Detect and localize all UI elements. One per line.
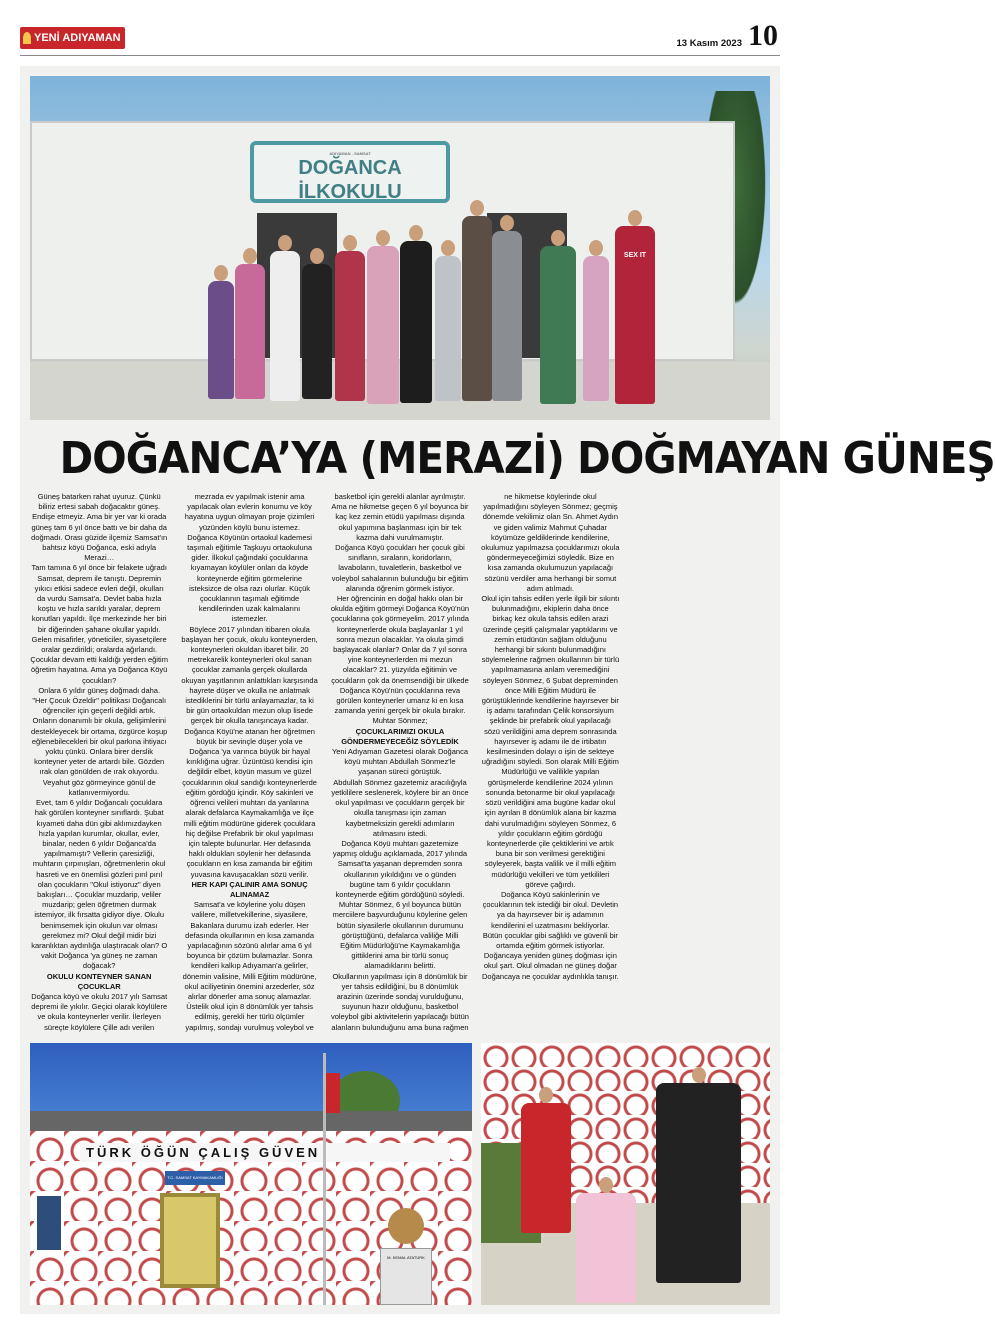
child (435, 256, 461, 401)
paragraph: Her öğrencinin en doğal hakkı olan bir okulda eğitim görmeyi Doğanca Köyü'nün çocuklarına çok görmeyelim. 2017 yılında konteynerlerde okula başlayanlar 1 yıl sonra mezun olacaklar. Ya okula şimdi başlayacak olanlar? Onlar da 7 yıl sonra yine konteynerlerden mi mezun olacaklar? 21. yüzyılda eğitimin ve çocukların çok da önemsendiği bir ülkede Doğanca Köyü'nün çocuklarına reva görülen konteynerler umarız ki en kısa zamanda yerini gerçek bir okula bırakır. (330, 594, 470, 716)
child (656, 1083, 741, 1283)
paragraph: Muhtar Sönmez, 6 yıl boyunca bütün merciilere başvurduğunu köylerine gelen bütün siyasilerle okullarının durumunu görüştüğünü, defalarca valiliğe Milli Eğitim Müdürlüğü'ne Kaymakamlığa gittiklerini ama bir türlü sonuç alamadıklarını belirtti. (332, 900, 468, 971)
child (367, 246, 399, 404)
child (576, 1193, 636, 1303)
paragraph: Okul için tahsis edilen yerle ilgili bir sıkıntı bulunmadığını, ekiplerin daha önce birkaç kez okula tahsis edilen arazi üzerinde çeşitli çalışmalar yaptıklarını ve zemin etüdünün sağlam olduğunu herhangi bir sıkıntı bulunmadığını söylemelerine rağmen okullarının bir türlü yapılmamasına anlam veremediğini söyleyen Sönmez, 6 Şubat depreminden önce Milli Eğitim Müdürü ile görüştüklerinde kendilerine hayırsever bir iş adamı tarafından Çelik konsorsiyum şeklinde bir prefabrik okul yapılacağı sözü verildiğini ama deprem sonrasında hayırsever iş adamı ile de irtibatın kesilmesinden dolayı o işin de sekteye uğradığını söyledi. Son olarak Milli Eğitim Müdürlüğü ve valilikle yapılan görüşmelerde kendilerine 2024 yılının sonunda betonarme bir okul yapılacağı sözü verildiğini ama bugüne kadar okul için ayrılan 8 dönümlük alana bir kazma dahi vurulmadığını söyleyen Sönmez, 6 yıldır çocukların eğitim gördüğü konteynerlerde çile çektiklerini ve artık buna bir son verilmesi gerektiğini söyleyerek, başta valilik ve il milli eğitim müdürlüğü vekilleri ve tüm yetkilileri göreve çağırdı. (481, 594, 620, 889)
header-rule (20, 55, 780, 56)
child (302, 264, 332, 399)
headline: DOĞANCA’YA (MERAZİ) DOĞMAYAN GÜNEŞ (59, 433, 995, 484)
child (270, 251, 300, 401)
child (400, 241, 432, 403)
ataturk-bust (388, 1208, 424, 1244)
child (583, 256, 609, 401)
paragraph: Abdullah Sönmez gazetemiz aracılığıyla yetkililere seslenerek, köylere bir an önce okul yapılması ve çocukların gerçek bir okulla tanışması için zaman kaybetmeksizin gerekli adımların atılmasını istedi. (331, 777, 469, 838)
sign-line-2: İLKOKULU (298, 181, 402, 203)
school-sign: ADIYAMAN - SAMSAT DOĞANCA İLKOKULU (250, 141, 450, 203)
child (335, 251, 365, 401)
old-school-building-photo (30, 1043, 472, 1305)
window (34, 1193, 64, 1253)
page-number: 10 (748, 19, 778, 52)
child (208, 281, 234, 399)
paragraph: Samsat'a ve köylerine yolu düşen valilere, milletvekillerine, siyasilere, Bakanlara durumu izah ederler. Her defasında okullarının en kısa zamanda yapılacağının sözünü alırlar ama 6 yıl boyunca bir çözüm bulamazlar. Sonra kendileri kalkıp Adıyaman'a gelirler, dönemin valisine, Milli Eğitim müdürüne, okul aciliyetinin önemini arzederler, söz alırlar dönerler ama sonuç alamazlar. (182, 900, 317, 1001)
door (160, 1193, 220, 1288)
paragraph: Böylece 2017 yılından itibaren okula başlayan her çocuk, okulu konteynerden, konteynerleri okuldan ibaret bilir. 20 metrekarelik konteynerleri okul sanan çocuklar zamanla gerçek okullarda okuyan yaşıtlarının anlattıkları karşısında hayrete düşer ve okulla ne anlatmak istediklerini bir türlü anlayamazlar, ta ki bir gün ortaokuldan mezun olup lisede gerçek bir okulla tanışıncaya kadar. (181, 624, 318, 726)
subheading: HER KAPI ÇALINIR AMA SONUÇ ALINAMAZ (191, 879, 308, 899)
paragraph: Doğanca Köyünün ortaokul kademesi taşımalı eğitimle Taşkuyu ortaokuluna gider. İlkokul çağındaki çocuklarına kıyamayan köylüler onları da köyde konteynerde eğitim görmelerine isteksizce de olsa razı olurlar. Küçük çocuklarının taşımalı eğitimde kendilerinden uzak kalmalarını istemezler. (187, 532, 313, 624)
child (235, 264, 265, 399)
school-plaque: T.C. SAMSAT KAYMAKAMLIĞI (165, 1171, 225, 1185)
paragraph: Evet, tam 6 yıldır Doğancalı çocuklara hak görülen konteyner sınıflardı. Şubat kıyameti daha dün gibi aklımızdayken hızla yapılan kurumlar, okullar, evler, binalar, neden 6 yıldır Doğanca'da yapılmamıştı? Vellerin çaresizliği, muhtarın çırpınışları, öğretmenlerin okul hasreti ve en önemlisi gözleri pırıl pırıl olan çocukların "Okul istiyoruz" diyen bakışları… Çocuklar muzdarip, veliler muzdarip; gelen öğretmen durmak istemiyor, ilk fırsatta gidiyor diye. Okulu benimsemek için okulun var olması gerekmez mi? Okul değil midir bizi karanlıktan aydınlığa ulaştıracak olan? O vakit Doğanca 'ya güneş ne zaman doğacak? (31, 798, 168, 971)
paragraph: Okullarının yapılması için 8 dönümlük bir yer tahsis edildiğini, bu 8 dönümlük arazinin üzerinde sondaj vurulduğunu, suyunun hazır olduğunu, basketbol voleybol gibi aktivitelerin yapılacağı bütün alanların bulunduğunu ama buna rağmen ne hikmetse köylerinde okul yapılmadığını söyleyen Sönmez; geçmiş dönemde vekilimiz olan Sn. Ahmet Aydın ve giden valimiz Mahmut Çuhadar köyümüze geldiklerinde kendilerine, okulumuz yapılmazsa çocuklarımızı okula göndermeyeceğimizi söyledik. Bize en kısa zamanda okulumuzun yapılacağı sözünü verdiler ama herhangi bir somut adım atılmadı. (330, 492, 620, 1032)
bust-plaque: M. KEMAL ATATÜRK (380, 1248, 432, 1305)
article-body (30, 492, 770, 1037)
sign-line-1: DOĞANCA (298, 157, 402, 179)
paragraph: Onlara 6 yıldır güneş doğmadı daha. "Her Çocuk Özeldir" politikası Doğancalı öğrenciler için geçerli değildi artık. Onların donanımlı bir okula, gelişimlerini destekleyecek bir ortama, özgürce koşup eğlenebilecekleri bir okul parkına ihtiyacı yoktu çünkü. Onlara birer derslik konteyner yeter de artardı bile. Gözden ırak olan gönülden de ırak oluyordu. Veyahut göz görmeyince gönül de katlanıvermiyordu. (31, 685, 168, 797)
paragraph: Doğanca Köyü sakinlerinin ve çocuklarının tek istediği bir okul. Devletin ya da hayırsever bir iş adamının kendilerini el uzatmasını bekliyorlar. Bütün çocuklar gibi sağlıklı ve güvenli bir ortamda eğitim görmek istiyorlar. Doğancaya yeniden güneş doğması için okul şart. Okul olmadan ne güneş doğar Doğancaya ne çocuklar aydınlıkla tanışır. (481, 889, 619, 981)
issue-date: 13 Kasım 2023 (676, 38, 742, 49)
school-children-photo (30, 76, 770, 420)
paragraph: Doğanca köyü ve okulu 2017 yılı Samsat depremi ile yıkılır. Geçici olarak köylülere ve okula konteynerler verilir. İlerleyen süreçte köylülere Çille adı verilen mezrada ev yapılmak istenir ama yapılacak olan evlerin konumu ve köy hayatına uygun olmayan proje çizimleri yüzünden köylü bunu istemez. (31, 492, 315, 1032)
child: SEX IT (615, 226, 655, 404)
paragraph: Tam tamına 6 yıl önce bir felakete uğradı Samsat, deprem ile tanıştı. Depremin yıkıcı etkisi sadece evleri değil, okulları da vurdu Samsat'a. Devlet baba hızla koştu ve hızla sarıldı yaralar, deprem konutları yapıldı. İlçe merkezinde her biri bir diğerinden şahane okullar yapıldı. Gelen misafirler, yöneticiler, siyasetçilere oralar gezdirildi; oralarda ağırlandı. Çocuklar devam etti kaldığı yerden eğitim öğretim hayatına. Ama ya Doğanca Köyü çocukları? (30, 563, 168, 685)
paragraph: Doğanca Köyü çocukları her çocuk gibi sınıfların, sıraların, koridorların, lavaboların, tuvaletlerin, basketbol ve voleybol sahalarının bulunduğu bir eğitim alanında öğrenim görmek istiyor. (331, 543, 469, 593)
paragraph: Üstelik okul için 8 dönümlük yer tahsis edilmiş, gerekli her türlü ölçümler yapılmış, sondajı vurulmuş voleybol ve basketbol için gerekli alanlar ayrılmıştır. Ama ne hikmetse geçen 6 yıl boyunca bir kaç kez zemin etüdü yapılması dışında okul yapımına başlanması için bir tek kazma dahi vurulmamıştır. (185, 492, 469, 1032)
flag (326, 1073, 340, 1113)
adult (462, 216, 492, 401)
subheading: OKULU KONTEYNER SANAN ÇOCUKLAR (46, 971, 152, 991)
child (540, 246, 576, 404)
paragraph: Muhtar Sönmez; (372, 716, 428, 726)
paragraph: Doğanca Köyü muhtarı gazetemize yapmış olduğu açıklamada, 2017 yılında Samsat'ta yaşanan depremden sonra okullarının yıkıldığını ve o günden bugüne tam 6 yıldır çocukların konteynerde eğitim gördüğünü söyledi. (332, 838, 468, 899)
paragraph: Yeni Adıyaman Gazetesi olarak Doğanca köyü muhtarı Abdullah Sönmez'le yaşanan süreci görüştük. (331, 747, 468, 777)
children-outside-photo (481, 1043, 770, 1305)
child (492, 231, 522, 401)
wall-slogan: TÜRK ÖĞÜN ÇALIŞ GÜVEN (80, 1143, 450, 1162)
newspaper-logo: YENİ ADIYAMAN (20, 27, 125, 49)
child (521, 1103, 571, 1233)
paragraph: Güneş batarken rahat uyuruz. Çünkü biliriz ertesi sabah doğacaktır güneş. Endişe etmeyiz. Ama bir yer var ki orada güneş tam 6 yıl önce battı ve bir daha da doğmadı. Orası güzide ilçemiz Samsat'ın bahtsız köyü Doğanca, eski adıyla Merazi… (31, 492, 168, 563)
paragraph: Doğanca Köyü'ne atanan her öğretmen büyük bir sevinçle düşer yola ve Doğanca 'ya varınca büyük bir hayal kırıklığına uğrar. Üzüntüsü kendisi için değildir elbet, köyün masum ve güzel çocuklarının okul sandığı konteynerlerde eğitim gördüğü içindir. Köy sakinleri ve öğrenci velileri muhtarı da yanlarına alarak defalarca Kaymakamlığa ve ilçe milli eğitim müdürüne giderek çocuklara hiç değilse Prefabrik bir okul yapılması için talepte bulunurlar. Her defasında haklı oldukları söylenir her defasında çocukların en kısa zamanda bir eğitim yuvasına kavuşacakları sözü verilir. (182, 726, 317, 879)
subheading: ÇOCUKLARIMIZI OKULA GÖNDERMEYECEĞİZ SÖYLEDİK (341, 726, 459, 746)
